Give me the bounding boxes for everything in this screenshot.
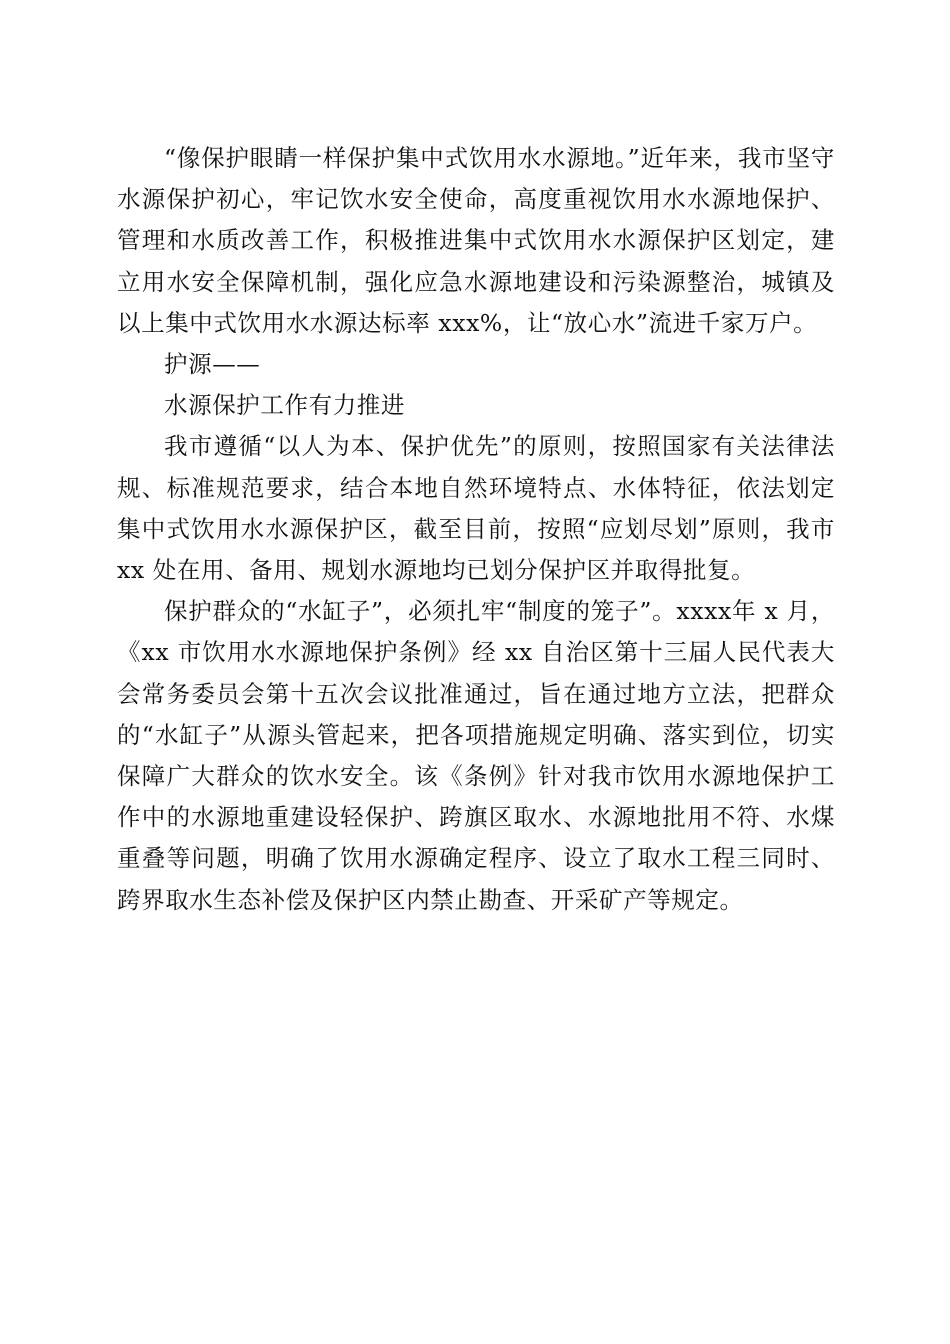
body-paragraph: 保护群众的“水缸子”，必须扎牢“制度的笼子”。xxxx年 x 月，《xx 市饮用水水源地保护条例》经 xx 自治区第十三届人民代表大会常务委员会第十五次会议批准通过，旨在通过地方立法，把群众的“水缸子”从源头管起来，把各项措施规定明确、落实到位，切实保障广大群众的饮水安全。该《条例》针对我市饮用水源地保护工作中的水源地重建设轻保护、跨旗区取水、水源地批用不符、水煤重叠等问题，明确了饮用水源确定程序、设立了取水工程三同时、跨界取水生态补偿及保护区内禁止勘查、开采矿产等规定。 [117,597,835,914]
document-body [117,138,835,921]
section-heading-prefix: 护源—— [164,350,261,379]
section-heading-title: 水源保护工作有力推进 [164,391,405,420]
intro-paragraph: “像保护眼睛一样保护集中式饮用水水源地。”近年来，我市坚守水源保护初心，牢记饮水安全使命，高度重视饮用水水源地保护、管理和水质改善工作，积极推进集中式饮用水水源保护区划定，建立用水安全保障机制，强化应急水源地建设和污染源整治，城镇及以上集中式饮用水水源达标率 xxx%，让“放心水”流进千家万户。 [117,144,835,337]
body-paragraph: 我市遵循“以人为本、保护优先”的原则，按照国家有关法律法规、标准规范要求，结合本地自然环境特点、水体特征，依法划定集中式饮用水水源保护区，截至目前，按照“应划尽划”原则，我市 xx 处在用、备用、规划水源地均已划分保护区并取得批复。 [117,432,835,585]
